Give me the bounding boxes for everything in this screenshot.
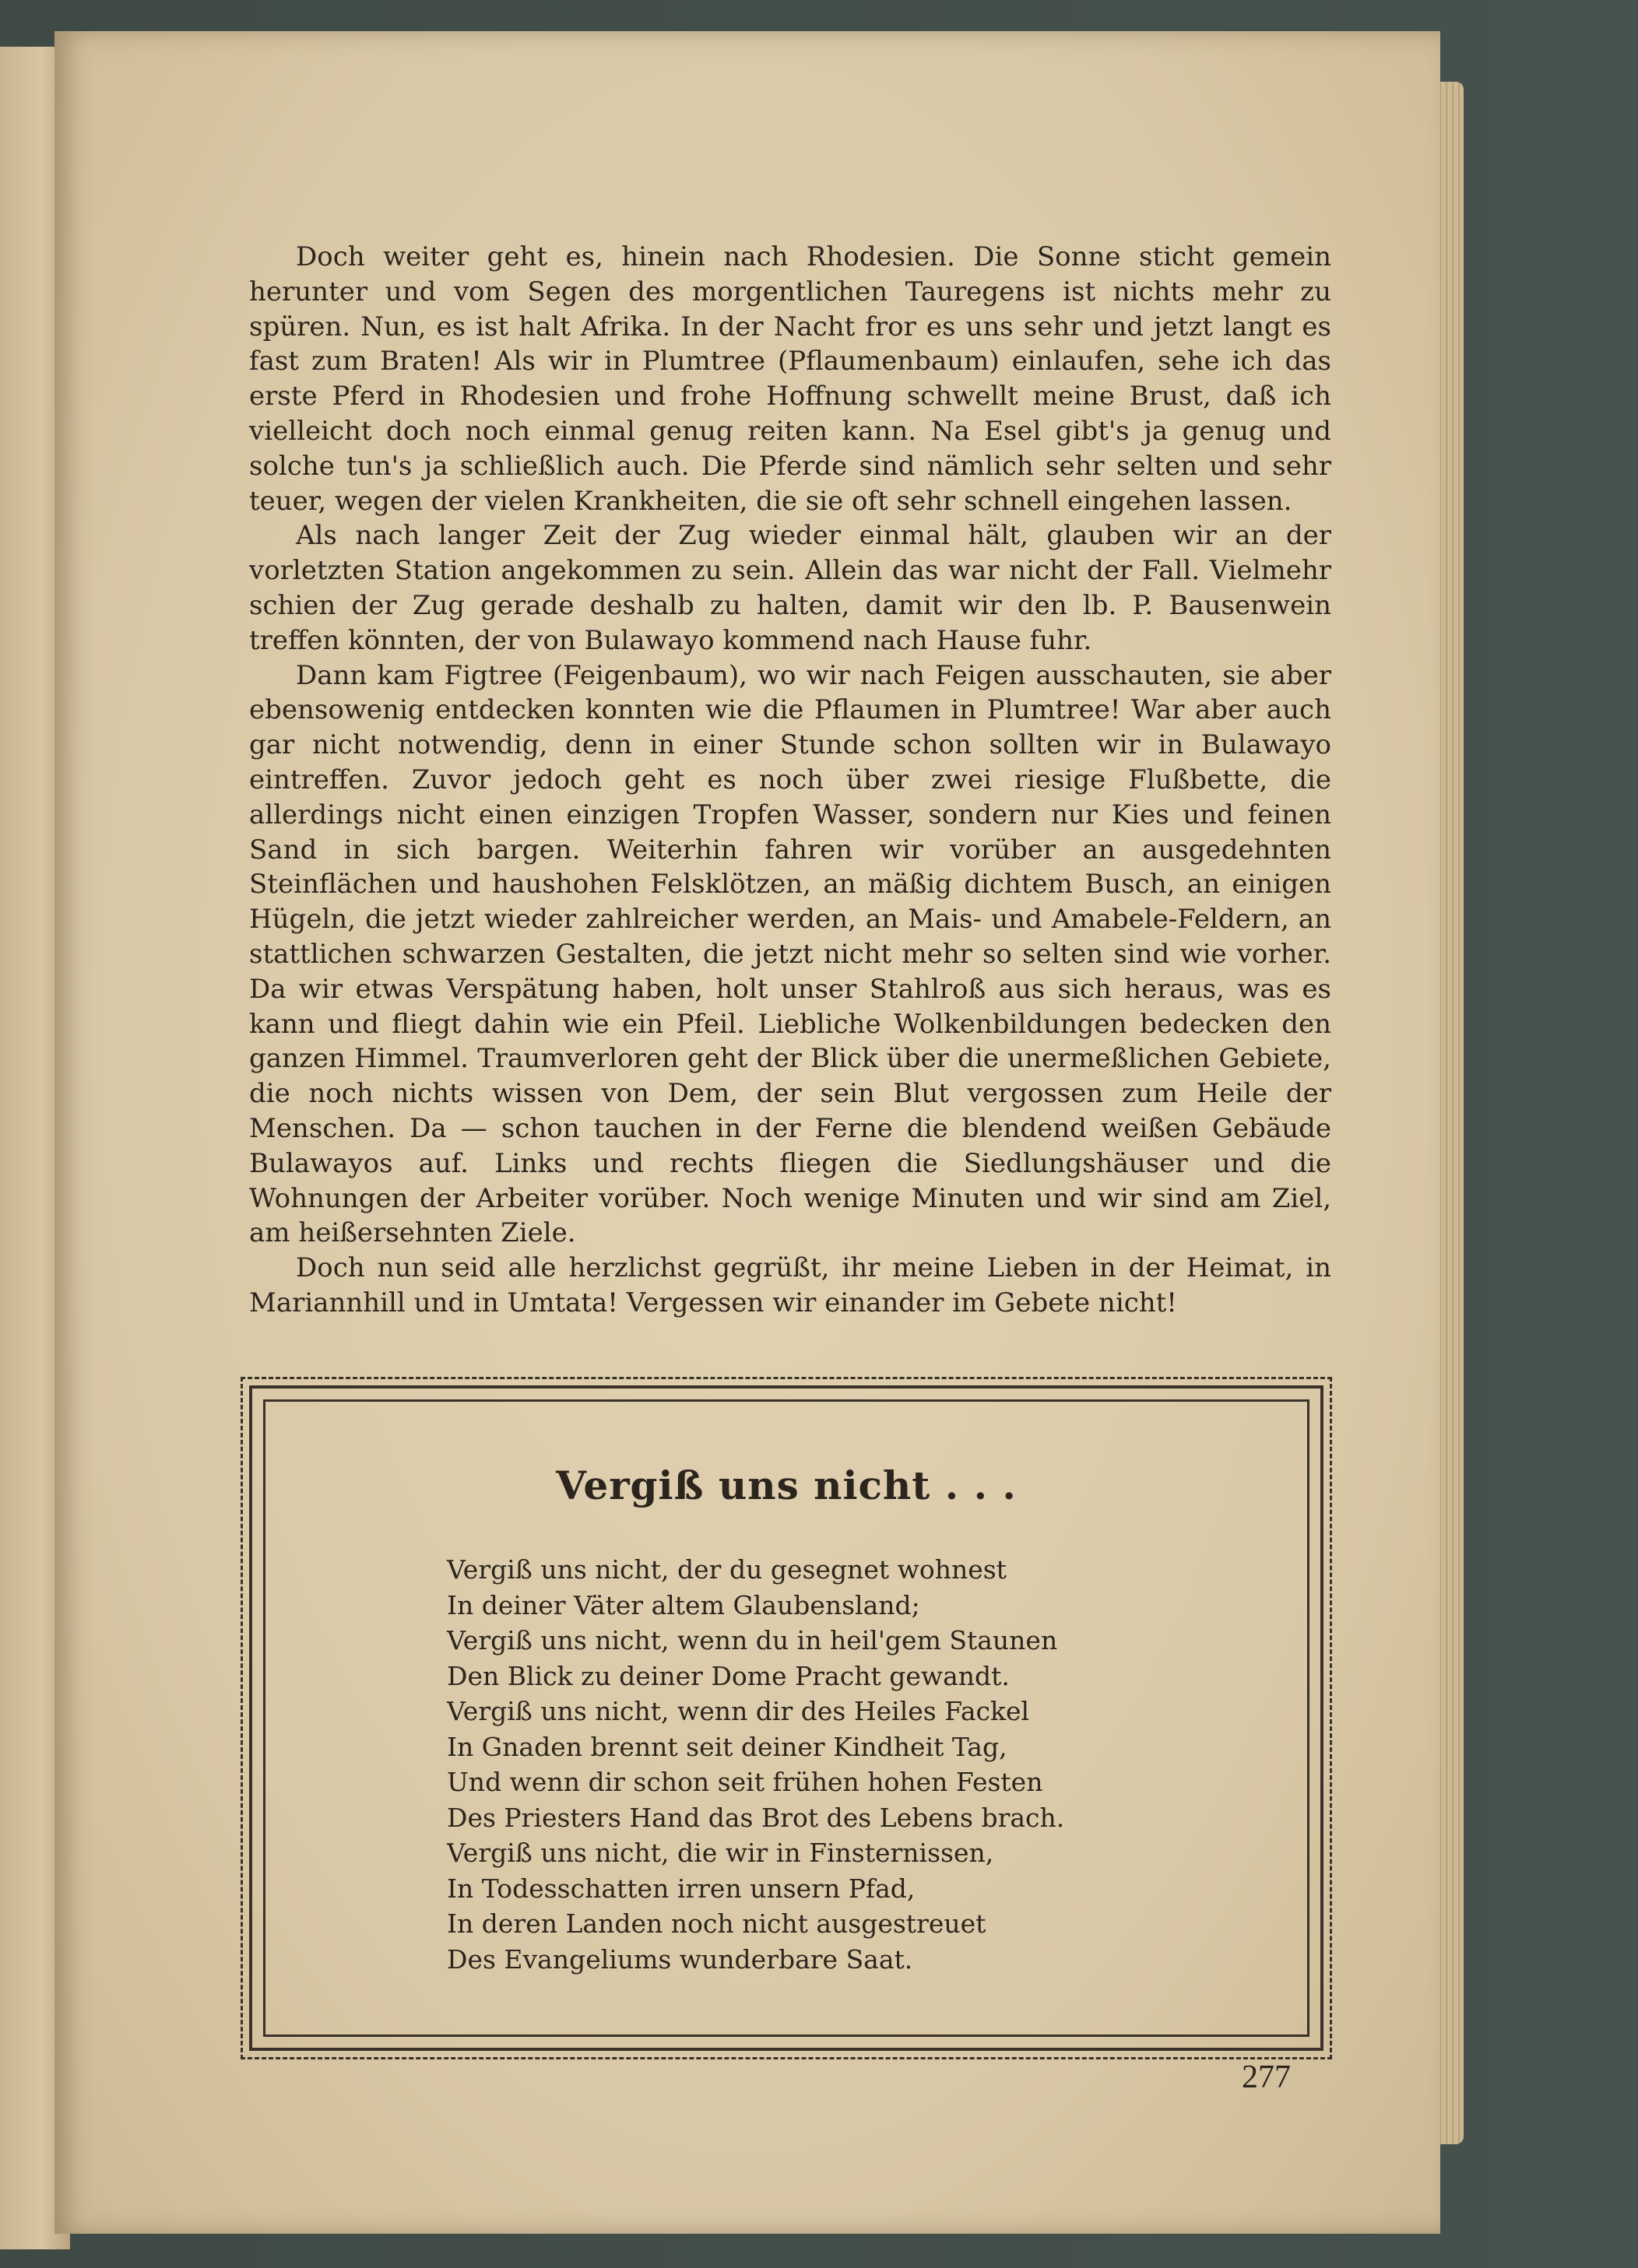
poem-line: In Todesschatten irren unsern Pfad, [447,1873,916,1904]
paragraph-4: Doch nun seid alle herzlichst gegrüßt, ihr meine Lieben in der Heimat, in Mariannhill und in Umtata! Vergessen wir einander im Gebete nicht! [249,1252,1331,1318]
poem-box [249,1385,1323,2051]
poem-line: Und wenn dir schon seit frühen hohen Festen [447,1767,1043,1797]
paragraph-1: Doch weiter geht es, hinein nach Rhodesien. Die Sonne sticht gemein herunter und vom Segen des morgentlichen Tauregens ist nichts mehr zu spüren. Nun, es ist halt Afrika. In der Nacht fror es uns sehr und jetzt langt es fast zum Braten! Als wir in Plumtree (Pflaumenbaum) einlaufen, sehe ich das erste Pferd in Rhodesien und frohe Hoffnung schwellt meine Brust, daß ich vielleicht doch noch einmal genug reiten kann. Na Esel gibt's ja genug und solche tun's ja schließlich auch. Die Pferde sind nämlich sehr selten und sehr teuer, wegen der vielen Krankheiten, die sie oft sehr schnell eingehen lassen. [249,241,1331,517]
poem-line: Vergiß uns nicht, wenn du in heil'gem Staunen [447,1625,1058,1655]
poem-body [447,1552,1225,1977]
poem-line: Vergiß uns nicht, der du gesegnet wohnest [447,1554,1007,1585]
poem-line: In deren Landen noch nicht ausgestreuet [447,1908,986,1939]
poem-line: Den Blick zu deiner Dome Pracht gewandt. [447,1660,1010,1691]
page-number: 277 [1242,2059,1291,2095]
paragraph-3: Dann kam Figtree (Feigenbaum), wo wir nach Feigen ausschauten, sie aber ebensowenig entdecken konnten wie die Pflaumen in Plumtree! War aber auch gar nicht notwendig, denn in einer Stunde schon sollten wir in Bulawayo eintreffen. Zuvor jedoch geht es noch über zwei riesige Flußbette, die allerdings nicht einen einzigen Tropfen Wasser, sondern nur Kies und feinen Sand in sich bargen. Weiterhin fahren wir vorüber an ausgedehnten Steinflächen und haushohen Felsklötzen, an mäßig dichtem Busch, an einigen Hügeln, die jetzt wieder zahlreicher werden, an Mais- und Amabele-Feldern, an stattlichen schwarzen Gestalten, die jetzt nicht mehr so selten sind wie vorher. Da wir etwas Verspätung haben, holt unser Stahlroß aus sich heraus, was es kann und fliegt dahin wie ein Pfeil. Liebliche Wolkenbildungen bedecken den ganzen Himmel. Traumverloren geht der Blick über die unermeßlichen Gebiete, die noch nichts wissen von Dem, der sein Blut vergossen zum Heile der Menschen. Da — schon tauchen in der Ferne die blendend weißen Gebäude Bulawayos auf. Links und rechts fliegen die Siedlungshäuser und die Wohnungen der Arbeiter vorüber. Noch wenige Minuten und wir sind am Ziel, am heißersehnten Ziele. [249,659,1331,1249]
poem-line: Vergiß uns nicht, wenn dir des Heiles Fackel [447,1696,1030,1726]
poem-line: In Gnaden brennt seit deiner Kindheit Tag, [447,1731,1007,1762]
poem-line: Des Priesters Hand das Brot des Lebens brach. [447,1802,1065,1833]
paragraph-2: Als nach langer Zeit der Zug wieder einmal hält, glauben wir an der vorletzten Station angekommen zu sein. Allein das war nicht der Fall. Vielmehr schien der Zug gerade deshalb zu halten, damit wir den lb. P. Bausenwein treffen könnten, der von Bulawayo kommend nach Hause fuhr. [249,520,1331,656]
book-page [54,31,1440,2234]
poem-line: Vergiß uns nicht, die wir in Finsternissen, [447,1838,994,1868]
poem-line: In deiner Väter altem Glaubensland; [447,1589,920,1620]
article-text [249,240,1331,1321]
poem-line: Des Evangeliums wunderbare Saat. [447,1943,913,1975]
poem-title: Vergiß uns nicht . . . [556,1462,1017,1508]
